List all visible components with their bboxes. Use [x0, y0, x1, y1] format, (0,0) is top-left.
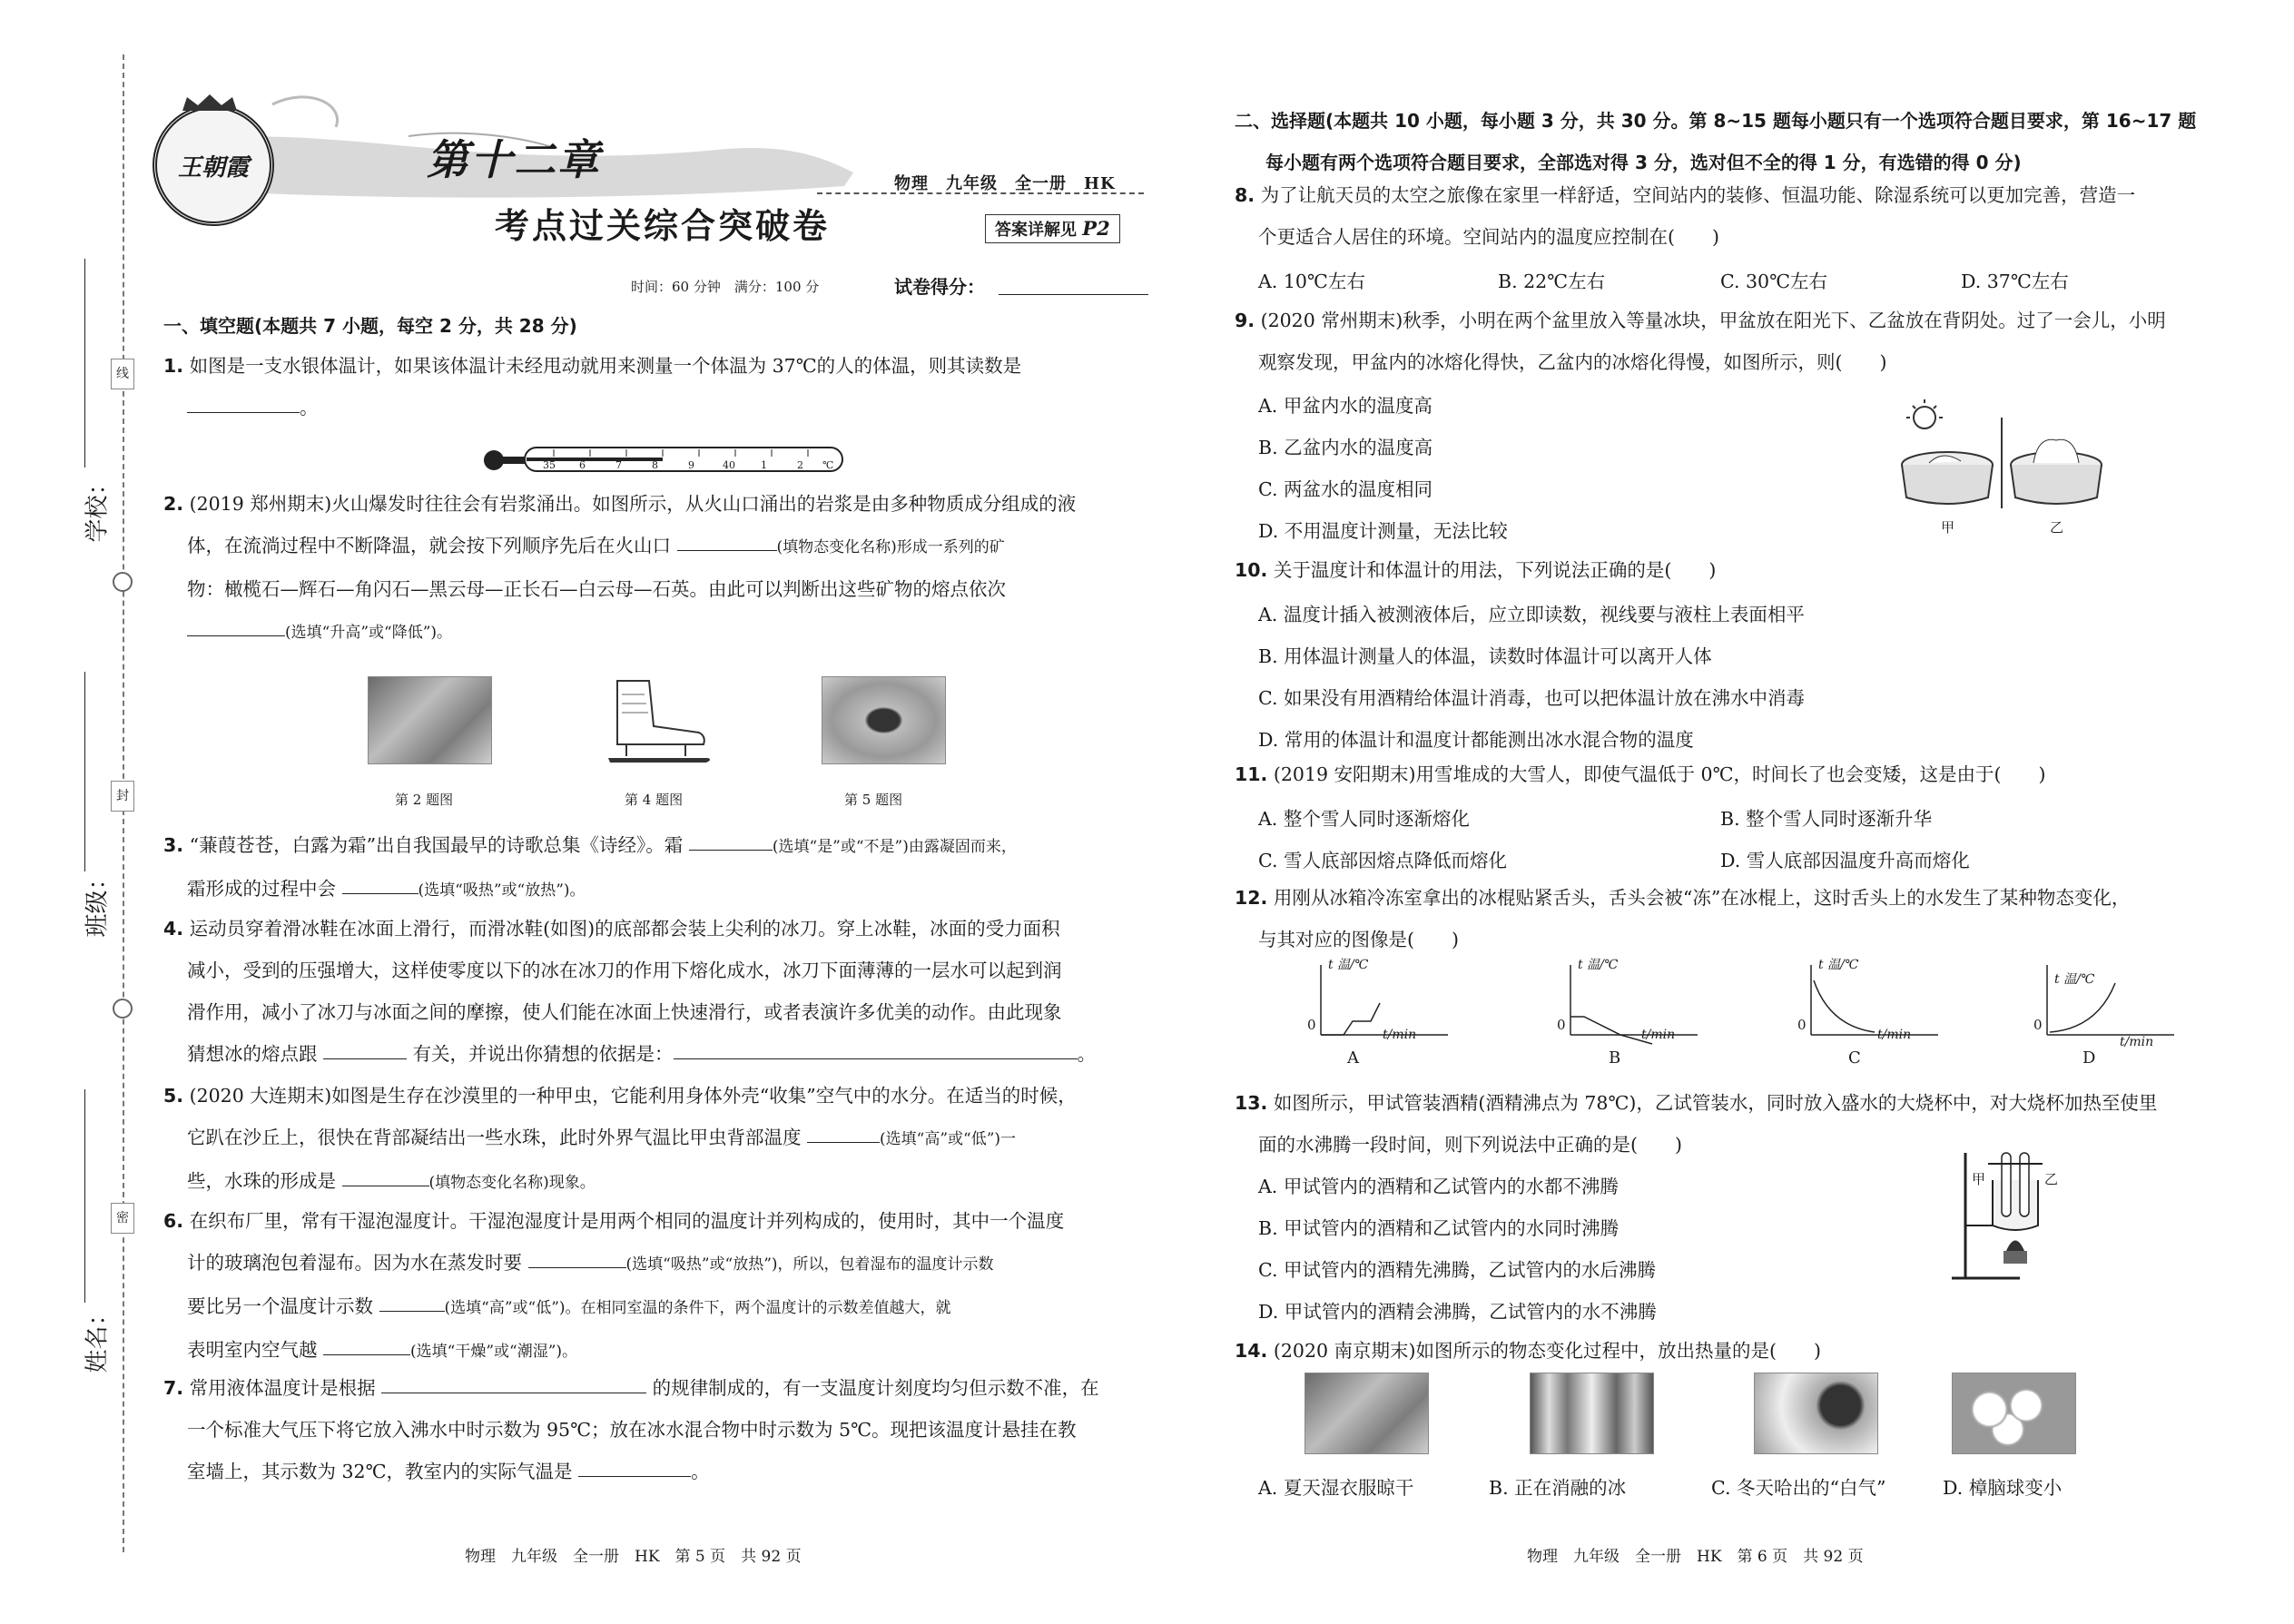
q14-option-c[interactable]: C. 冬天哈出的“白气” — [1711, 1477, 1886, 1499]
school-field[interactable] — [84, 259, 85, 468]
q8-option-b[interactable]: B. 22℃左右 — [1498, 271, 1606, 292]
question-number: 5. — [163, 1085, 184, 1107]
q11-option-c[interactable]: C. 雪人底部因熔点降低而熔化 — [1258, 850, 1507, 871]
q11-option-b[interactable]: B. 整个雪人同时逐渐升华 — [1720, 808, 1933, 830]
graph-c-xlabel: t/min — [1877, 1028, 1912, 1042]
name-field[interactable] — [84, 1089, 85, 1303]
question-hint: (选填“吸热”或“放热”)。 — [418, 881, 586, 900]
question-text: 用刚从冰箱冷冻室拿出的冰棍贴紧舌头，舌头会被“冻”在冰棍上，这时舌头上的水发生了某种物态变化， — [1273, 887, 2131, 909]
ice-skate-figure — [599, 676, 717, 772]
chapter-title: 第十二章 — [427, 135, 601, 184]
question-7 — [163, 1367, 1099, 1492]
question-text: 运动员穿着滑冰鞋在冰面上滑行，而滑冰鞋(如图)的底部都会装上尖利的冰刀。穿上冰鞋，冰面的受力面积 — [189, 918, 1060, 940]
dashed-deco-line — [817, 192, 1144, 194]
q8-option-c[interactable]: C. 30℃左右 — [1720, 271, 1828, 292]
figure-label: 甲 — [1941, 519, 1955, 536]
question-number: 10. — [1235, 559, 1268, 581]
q13-option-a[interactable]: A. 甲试管内的酒精和乙试管内的水都不沸腾 — [1258, 1176, 1619, 1197]
section2-heading: 二、选择题(本题共 10 小题，每小题 3 分，共 30 分。第 8~15 题每小题只有一个选项符合题目要求，第 16~17 题 每小题有两个选项符合题目要求，全部选对得 3 分，选对但不全的得 1 分，有选错的得 0 分) — [1235, 110, 2197, 173]
graph-c-zero: 0 — [1797, 1017, 1807, 1033]
question-hint: (选填“是”或“不是”)由露凝固而来， — [772, 838, 1017, 856]
thermometer-figure — [472, 442, 853, 486]
figure-label: 乙 — [2044, 1171, 2059, 1187]
graph-c-label: C — [1848, 1048, 1861, 1068]
answer-blank[interactable] — [689, 830, 773, 851]
question-number: 6. — [163, 1210, 184, 1232]
graph-b[interactable] — [1548, 958, 1702, 1062]
test-tube-apparatus-figure — [1947, 1144, 2083, 1284]
question-number: 9. — [1235, 310, 1255, 331]
question-text: 些，水珠的形成是 — [187, 1170, 336, 1192]
question-text: 物：橄榄石—辉石—角闪石—黑云母—正长石—白云母—石英。由此可以判断出这些矿物的熔点依次 — [187, 578, 1006, 600]
meta-tags: 物理 九年级 全一册 HK — [894, 174, 1116, 193]
graph-a-xlabel: t/min — [1383, 1028, 1417, 1042]
question-text: (2019 郑州期末)火山爆发时往往会有岩浆涌出。如图所示，从火山口涌出的岩浆是由多种物质成分组成的液 — [189, 493, 1077, 515]
graph-d-zero: 0 — [2033, 1017, 2043, 1033]
question-text: (2020 大连期末)如图是生存在沙漠里的一种甲虫，它能利用身体外壳“收集”空气中的水分。在适当的时候， — [189, 1085, 1077, 1107]
q13-option-d[interactable]: D. 甲试管内的酒精会沸腾，乙试管内的水不沸腾 — [1258, 1301, 1657, 1323]
answer-blank[interactable] — [578, 1456, 691, 1477]
seal-mark-mi: 密 — [111, 1203, 134, 1234]
score-label: 试卷得分： — [894, 276, 985, 298]
q9-option-b[interactable]: B. 乙盆内水的温度高 — [1258, 437, 1433, 458]
question-text: 计的玻璃泡包着湿布。因为水在蒸发时要 — [187, 1252, 522, 1274]
question-text: 。 — [1077, 1043, 1097, 1065]
mothballs-photo — [1952, 1373, 2076, 1454]
graph-a-zero: 0 — [1307, 1017, 1316, 1033]
answer-blank[interactable] — [323, 1334, 410, 1355]
score-field[interactable] — [999, 294, 1148, 295]
question-6 — [163, 1200, 1064, 1373]
wet-clothes-photo — [1305, 1373, 1429, 1454]
question-text: 体，在流淌过程中不断降温，就会按下列顺序先后在火山口 — [187, 535, 671, 556]
school-label: 学校： — [84, 471, 112, 543]
question-4 — [163, 908, 1096, 1075]
question-text: 如图是一支水银体温计，如果该体温计未经甩动就用来测量一个体温为 37℃的人的体温，则其读数是 — [189, 355, 1022, 377]
question-10 — [1235, 549, 1716, 591]
graph-b-label: B — [1609, 1048, 1621, 1068]
question-text: 关于温度计和体温计的用法，下列说法正确的是( ) — [1273, 559, 1717, 581]
q9-option-a[interactable]: A. 甲盆内水的温度高 — [1258, 395, 1433, 417]
melting-ice-photo — [1530, 1373, 1654, 1454]
q14-option-d[interactable]: D. 樟脑球变小 — [1943, 1477, 2063, 1499]
question-text: (2020 南京期末)如图所示的物态变化过程中，放出热量的是( ) — [1273, 1340, 1822, 1362]
question-number: 4. — [163, 918, 184, 940]
question-text: 表明室内空气越 — [187, 1339, 318, 1361]
graph-a[interactable] — [1298, 958, 1452, 1062]
graph-a-ylabel: t 温/℃ — [1328, 958, 1369, 972]
answer-blank[interactable] — [674, 1038, 1078, 1059]
question-text: 霜形成的过程中会 — [187, 878, 336, 900]
question-hint: (选填“高”或“低”)一 — [880, 1130, 1017, 1148]
question-text: 。 — [691, 1461, 710, 1482]
question-14 — [1235, 1330, 1821, 1372]
q9-option-d[interactable]: D. 不用温度计测量，无法比较 — [1258, 520, 1508, 542]
answer-blank[interactable] — [677, 530, 777, 551]
question-number: 7. — [163, 1377, 184, 1399]
answer-ref-page: P2 — [1082, 217, 1110, 240]
figure-caption: 第 2 题图 — [395, 792, 454, 808]
question-text: 个更适合人居住的环境。空间站内的温度应控制在( ) — [1258, 226, 1719, 248]
question-11 — [1235, 753, 2046, 795]
question-number: 12. — [1235, 887, 1268, 909]
q9-option-c[interactable]: C. 两盆水的温度相同 — [1258, 478, 1433, 500]
q13-option-b[interactable]: B. 甲试管内的酒精和乙试管内的水同时沸腾 — [1258, 1217, 1620, 1239]
binding-hole-icon — [113, 572, 133, 592]
graph-b-zero: 0 — [1557, 1017, 1566, 1033]
page-footer-right: 物理 九年级 全一册 HK 第 6 页 共 92 页 — [1527, 1548, 1864, 1566]
q11-option-a[interactable]: A. 整个雪人同时逐渐熔化 — [1258, 808, 1470, 830]
graph-d-label: D — [2082, 1048, 2096, 1068]
seal-mark-feng: 封 — [111, 781, 134, 812]
question-1 — [163, 345, 1021, 428]
exam-subtitle: 考点过关综合突破卷 — [495, 205, 831, 246]
graph-d-xlabel: t/min — [2120, 1035, 2154, 1049]
answer-ref-box — [985, 214, 1120, 243]
question-number: 14. — [1235, 1340, 1268, 1362]
answer-blank[interactable] — [323, 1038, 407, 1059]
question-3 — [163, 824, 1017, 911]
graph-c-ylabel: t 温/℃ — [1818, 958, 1859, 972]
question-2 — [163, 483, 1076, 654]
question-9 — [1235, 300, 2166, 383]
question-5 — [163, 1075, 1077, 1204]
page-footer-left: 物理 九年级 全一册 HK 第 5 页 共 92 页 — [465, 1548, 802, 1566]
question-text: 在织布厂里，常有干湿泡湿度计。干湿泡湿度计是用两个相同的温度计并列构成的，使用时，其中一个温度 — [189, 1210, 1065, 1232]
class-field[interactable] — [84, 672, 85, 871]
graph-c[interactable] — [1788, 958, 1943, 1062]
figure-label: 乙 — [2050, 519, 2064, 536]
q10-option-a[interactable]: A. 温度计插入被测液体后，应立即读数，视线要与液柱上表面相平 — [1258, 604, 1805, 625]
question-hint: (选填“干燥”或“潮湿”)。 — [410, 1343, 578, 1361]
question-text: 如图所示，甲试管装酒精(酒精沸点为 78℃)，乙试管装水，同时放入盛水的大烧杯中，对大烧杯加热至使里 — [1273, 1092, 2158, 1114]
question-text: 一个标准大气压下将它放入沸水中时示数为 95℃；放在冰水混合物中时示数为 5℃。现把该温度计悬挂在教 — [187, 1419, 1077, 1441]
answer-blank[interactable] — [379, 1291, 445, 1312]
q10-option-c[interactable]: C. 如果没有用酒精给体温计消毒，也可以把体温计放在沸水中消毒 — [1258, 687, 1805, 709]
q10-option-b[interactable]: B. 用体温计测量人的体温，读数时体温计可以离开人体 — [1258, 645, 1712, 667]
brand-logo-text: 王朝霞 — [177, 153, 249, 182]
question-number: 2. — [163, 493, 184, 515]
question-number: 1. — [163, 355, 184, 377]
figure-caption: 第 4 题图 — [625, 792, 684, 808]
question-text: 的规律制成的，有一支温度计刻度均匀但示数不准，在 — [652, 1377, 1099, 1399]
desert-beetle-photo — [822, 676, 946, 764]
question-text: 常用液体温度计是根据 — [189, 1377, 376, 1399]
question-text: (2020 常州期末)秋季，小明在两个盆里放入等量冰块，甲盆放在阳光下、乙盆放在背阴处。过了一会儿，小明 — [1260, 310, 2166, 331]
answer-blank[interactable] — [807, 1122, 880, 1143]
question-number: 11. — [1235, 763, 1268, 785]
question-number: 3. — [163, 834, 184, 856]
question-number: 8. — [1235, 184, 1255, 206]
question-hint: (选填“高”或“低”)。在相同室温的条件下，两个温度计的示数差值越大，就 — [444, 1299, 951, 1317]
question-text: 滑作用，减小了冰刀与冰面之间的摩擦，使人们能在冰面上快速滑行，或者表演许多优美的动作。由此现象 — [187, 1001, 1062, 1023]
question-hint: (选填“吸热”或“放热”)，所以，包着湿布的温度计示数 — [625, 1255, 994, 1274]
answer-blank[interactable] — [381, 1373, 646, 1393]
question-hint: (填物态变化名称)现象。 — [428, 1174, 596, 1192]
graph-a-label: A — [1347, 1048, 1359, 1068]
answer-ref-text: 答案详解见 — [995, 221, 1077, 240]
graph-b-ylabel: t 温/℃ — [1578, 958, 1619, 972]
q8-option-d[interactable]: D. 37℃左右 — [1961, 271, 2069, 292]
q8-option-a[interactable]: A. 10℃左右 — [1258, 271, 1365, 292]
binding-hole-icon — [113, 999, 133, 1019]
question-text: 有关，并说出你猜想的依据是： — [412, 1043, 674, 1065]
question-text: 要比另一个温度计示数 — [187, 1295, 373, 1317]
figure-caption: 第 5 题图 — [844, 792, 903, 808]
lava-rock-photo — [368, 676, 492, 764]
question-text: (2019 安阳期末)用雪堆成的大雪人，即使气温低于 0℃，时间长了也会变矮，这是由于( ) — [1273, 763, 2046, 785]
question-12 — [1235, 877, 2130, 960]
question-text: 面的水沸腾一段时间，则下列说法中正确的是( ) — [1258, 1134, 1682, 1156]
section1-heading: 一、填空题(本题共 7 小题，每空 2 分，共 28 分) — [163, 315, 577, 337]
answer-blank[interactable] — [342, 873, 418, 894]
graph-b-xlabel: t/min — [1641, 1028, 1676, 1042]
question-text: 它趴在沙丘上，很快在背部凝结出一些水珠，此时外界气温比甲虫背部温度 — [187, 1127, 802, 1148]
q14-option-a[interactable]: A. 夏天湿衣服晾干 — [1258, 1477, 1414, 1499]
name-label: 姓名： — [84, 1302, 112, 1373]
answer-blank[interactable] — [528, 1247, 626, 1268]
question-text: 减小，受到的压强增大，这样使零度以下的冰在冰刀的作用下熔化成水，冰刀下面薄薄的一层水可以起到润 — [187, 960, 1062, 981]
time-score: 时间：60 分钟 满分：100 分 — [631, 279, 820, 295]
figure-label: 甲 — [1972, 1171, 1986, 1187]
question-text: 为了让航天员的太空之旅像在家里一样舒适，空间站内的装修、恒温功能、除湿系统可以更加完善，营造一 — [1260, 184, 2136, 206]
brand-logo — [153, 104, 274, 226]
class-label: 班级： — [84, 866, 112, 938]
crown-icon — [178, 93, 241, 113]
question-text: 与其对应的图像是( ) — [1258, 929, 1459, 950]
question-text: 室墙上，其示数为 32℃，教室内的实际气温是 — [187, 1461, 573, 1482]
q14-option-b[interactable]: B. 正在消融的冰 — [1489, 1477, 1627, 1499]
answer-blank[interactable] — [187, 392, 300, 413]
question-text: 。 — [300, 397, 319, 418]
question-text: 猜想冰的熔点跟 — [187, 1043, 318, 1065]
white-breath-photo — [1754, 1373, 1878, 1454]
question-8 — [1235, 174, 2135, 258]
seal-mark-xian: 线 — [111, 359, 134, 389]
question-text: 观察发现，甲盆内的冰熔化得快，乙盆内的冰熔化得慢，如图所示，则( ) — [1258, 351, 1887, 373]
question-hint: (选填“升高”或“降低”)。 — [285, 624, 453, 642]
q10-option-d[interactable]: D. 常用的体温计和温度计都能测出冰水混合物的温度 — [1258, 729, 1694, 751]
answer-blank[interactable] — [342, 1166, 429, 1186]
answer-blank[interactable] — [187, 615, 285, 636]
graph-d-ylabel: t 温/℃ — [2054, 972, 2095, 987]
graph-d[interactable] — [2024, 958, 2179, 1062]
ice-basins-figure — [1893, 399, 2111, 531]
q13-option-c[interactable]: C. 甲试管内的酒精先沸腾，乙试管内的水后沸腾 — [1258, 1259, 1656, 1281]
q11-option-d[interactable]: D. 雪人底部因温度升高而熔化 — [1720, 850, 1970, 871]
question-text: “蒹葭苍苍，白露为霜”出自我国最早的诗歌总集《诗经》。霜 — [189, 834, 684, 856]
question-hint: (填物态变化名称)形成一系列的矿 — [776, 538, 1005, 556]
question-number: 13. — [1235, 1092, 1268, 1114]
